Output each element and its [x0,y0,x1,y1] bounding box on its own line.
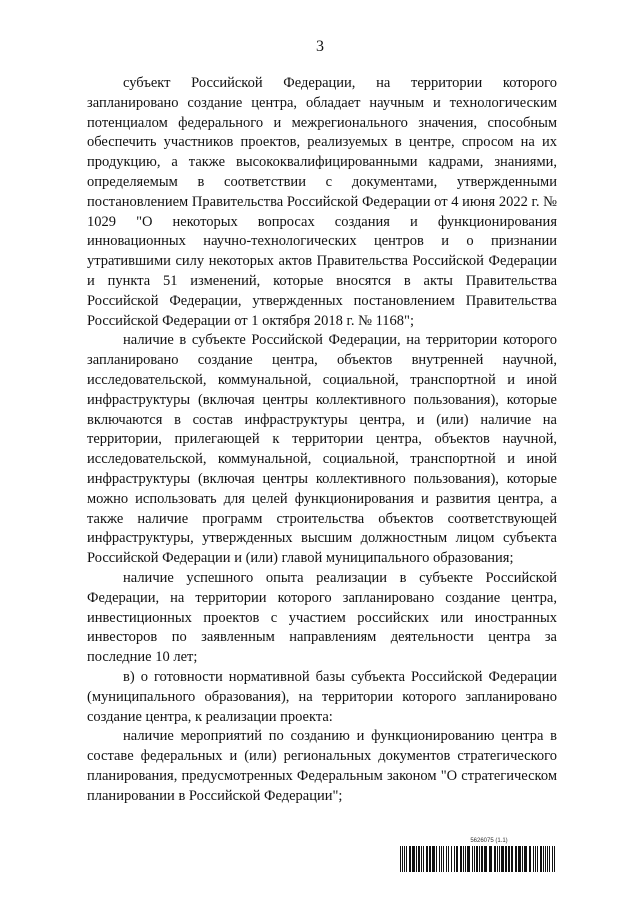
barcode-bar [489,846,492,872]
barcode-bar [436,846,437,872]
barcode-bar [423,846,424,872]
barcode-bar [494,846,496,872]
barcode-bar [547,846,548,872]
paragraph-strategic-planning: наличие мероприятий по созданию и функционированию центра в составе федеральных и (или) региональных документов стратегического планирования, предусмотренных Федеральным законом "О стратегическом планировании в Российской Федерации"; [87,728,557,804]
barcode-bar [421,846,422,872]
barcode-bar [529,846,531,872]
barcode-bar [429,846,431,872]
barcode-bar [515,846,517,872]
barcode-bar [543,846,544,872]
barcode-bar [439,846,440,872]
barcode-bar [501,846,504,872]
paragraph-infrastructure: наличие в субъекте Российской Федерации, на территории которого запланировано создание центра, объектов внутренней научной, исследовательской, коммунальной, социальной, транспортной и иной инфраструктуры (включая центры коллективного пользования), которые включаются в состав инфраструктуры центра, и (или) наличие на территории, прилегающей к территории центра, объектов научной, исследовательской, коммунальной, социальной, транспортной и иной инфраструктуры (включая центры коллективного пользования), которые можно использовать для целей функционирования и развития центра, а также наличие программ строительства объектов соответствующей инфраструктуры, утвержденных высшим должностным лицом субъекта Российской Федерации и (или) главой муниципального образования; [87,332,557,567]
document-code: 5626075 (1.1) [470,838,508,844]
barcode-bar [448,846,449,872]
barcode-bar [400,846,401,872]
barcode-bar [441,846,442,872]
barcode-bar [474,846,475,872]
barcode-bar [412,846,415,872]
paragraph-investment-experience: наличие успешного опыта реализации в субъекте Российской Федерации, на территории которого запланировано создание центра, инвестиционных проектов с участием российских или иностранных инвесторов по заявленным направлениям деятельности центра за последние 10 лет; [87,569,557,666]
page-number: 3 [316,38,324,55]
barcode-bar [554,846,555,872]
barcode-bar [463,846,464,872]
barcode-bar [404,846,405,872]
barcode-bar [499,846,500,872]
barcode-image [400,846,556,872]
barcode-bar [456,846,458,872]
barcode-bar [416,846,417,872]
barcode-bar [432,846,435,872]
paragraph-regulatory-readiness: в) о готовности нормативной базы субъекта Российской Федерации (муниципального образования), на территории которого запланировано создание центра, к реализации проекта: [87,668,557,725]
paragraph-scientific-potential: субъект Российской Федерации, на территории которого запланировано создание центра, обладает научным и технологическим потенциалом федерального и межрегионального значения, способным обеспечить участников проектов, реализуемых в центре, спросом на их продукцию, а также высококвалифицированными кадрами, знаниями, определяемым в соответствии с документами, утвержденными постановлением Правительства Российской Федерации от 4 июня 2022 г. № 1029 "О некоторых вопросах создания и функционирования инновационных научно-технологических центров и о признании утратившими силу некоторых актов Правительства Российской Федерации и пункта 51 изменений, которые вносятся в акты Правительства Российской Федерации, утвержденных постановлением Правительства Российской Федерации от 1 октября 2018 г. № 1168"; [87,75,557,329]
barcode-bar [508,846,510,872]
barcode-bar [443,846,444,872]
barcode-bar [446,846,447,872]
barcode-bar [460,846,462,872]
barcode-bar [451,846,452,872]
barcode-bar [402,846,403,872]
barcode-bar [535,846,536,872]
barcode-bar [406,846,407,872]
barcode-bar [467,846,470,872]
barcode-bar [476,846,478,872]
barcode-bar [426,846,428,872]
barcode-bar [545,846,546,872]
barcode-bar [484,846,487,872]
barcode-bar [465,846,466,872]
barcode-bar [549,846,550,872]
barcode-bar [472,846,473,872]
barcode-bar [479,846,480,872]
barcode-bar [518,846,521,872]
barcode-bar [454,846,455,872]
barcode-bar [533,846,534,872]
barcode-bar [505,846,507,872]
barcode-bar [537,846,538,872]
barcode-bar [409,846,411,872]
barcode-bar [540,846,542,872]
barcode-bar [524,846,527,872]
barcode-bar [497,846,498,872]
barcode-bar [522,846,523,872]
document-body [87,74,557,806]
barcode-bar [511,846,513,872]
barcode-bar [481,846,483,872]
barcode-bar [418,846,420,872]
barcode-bar [552,846,553,872]
